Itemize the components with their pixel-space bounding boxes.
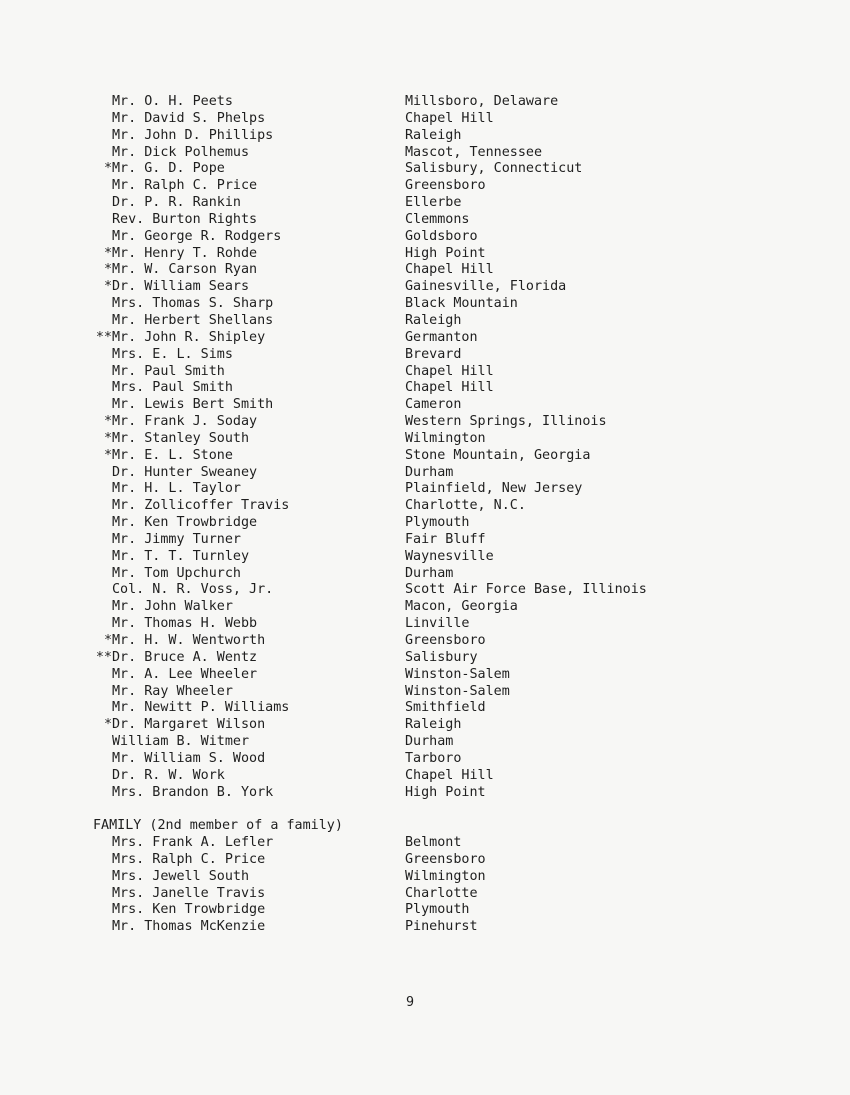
member-row (0, 178, 850, 195)
member-row (0, 465, 850, 482)
member-row (0, 94, 850, 111)
member-location: Black Mountain (405, 296, 518, 312)
member-location: Fair Bluff (405, 531, 486, 547)
member-name: Dr. William Sears (112, 279, 250, 295)
member-name: Mrs. Paul Smith (112, 380, 233, 396)
member-row (0, 751, 850, 768)
member-location: Chapel Hill (405, 363, 494, 379)
member-row (0, 262, 850, 279)
member-row (0, 498, 850, 515)
member-location: Western Springs, Illinois (405, 414, 607, 430)
member-row (0, 869, 850, 886)
member-row (0, 448, 850, 465)
member-row (0, 650, 850, 667)
member-name: Mr. Stanley South (112, 430, 250, 446)
member-name: Mrs. Janelle Travis (112, 885, 266, 901)
member-row (0, 616, 850, 633)
member-row (0, 128, 850, 145)
member-location: Scott Air Force Base, Illinois (405, 582, 647, 598)
member-name: Mr. H. L. Taylor (112, 481, 241, 497)
member-name: Mr. Dick Polhemus (112, 144, 250, 160)
member-location: Waynesville (405, 548, 494, 564)
member-row (0, 161, 850, 178)
member-name: Mr. Herbert Shellans (112, 312, 274, 328)
member-location: Plymouth (405, 515, 470, 531)
member-name: Mrs. Ralph C. Price (112, 851, 266, 867)
member-name: Mrs. Thomas S. Sharp (112, 296, 274, 312)
member-name: Mr. Frank J. Soday (112, 414, 258, 430)
member-location: Chapel Hill (405, 380, 494, 396)
member-row (0, 700, 850, 717)
member-location: Raleigh (405, 717, 462, 733)
member-name: William B. Witmer (112, 734, 250, 750)
member-name: Mrs. Brandon B. York (112, 784, 274, 800)
member-name: Mr. T. T. Turnley (112, 548, 250, 564)
membership-mark: ** (95, 329, 112, 345)
membership-mark: * (103, 633, 112, 648)
member-location: Macon, Georgia (405, 599, 518, 615)
page-number: 9 (405, 995, 415, 1010)
member-location: Goldsboro (405, 228, 478, 244)
member-name: Mr. E. L. Stone (112, 447, 233, 463)
member-location: Charlotte, N.C. (405, 498, 526, 514)
member-name: Mrs. Jewell South (112, 868, 250, 884)
member-location: Brevard (405, 346, 462, 362)
member-row (0, 532, 850, 549)
member-name: Dr. Margaret Wilson (112, 717, 266, 733)
member-name: Mr. Newitt P. Williams (112, 700, 290, 716)
member-name: Mr. Thomas McKenzie (112, 919, 266, 935)
member-location: Durham (405, 734, 454, 750)
member-row (0, 380, 850, 397)
member-row (0, 902, 850, 919)
member-name: Mr. William S. Wood (112, 750, 266, 766)
family-member-list (0, 835, 850, 936)
membership-mark: * (103, 245, 112, 261)
member-location: Pinehurst (405, 919, 478, 935)
member-name: Col. N. R. Voss, Jr. (112, 582, 274, 598)
member-name: Mr. George R. Rodgers (112, 228, 282, 244)
member-location: Greensboro (405, 633, 486, 648)
member-location: Smithfield (405, 700, 486, 716)
member-location: Durham (405, 464, 454, 480)
member-name: Mr. Thomas H. Webb (112, 616, 258, 632)
member-row (0, 919, 850, 936)
member-row (0, 364, 850, 381)
member-row (0, 684, 850, 701)
member-location: Salisbury, Connecticut (405, 161, 583, 177)
member-row (0, 145, 850, 162)
member-row (0, 717, 850, 734)
member-row (0, 667, 850, 684)
membership-mark: * (103, 430, 112, 446)
member-row (0, 330, 850, 347)
member-row (0, 734, 850, 751)
family-section-heading: FAMILY (2nd member of a family) (93, 818, 343, 833)
member-name: Mr. G. D. Pope (112, 161, 225, 177)
member-name: Mr. Ray Wheeler (112, 683, 233, 699)
member-name: Mr. Lewis Bert Smith (112, 397, 274, 413)
member-location: Charlotte (405, 885, 478, 901)
member-location: Winston-Salem (405, 666, 510, 682)
member-location: Wilmington (405, 430, 486, 446)
membership-mark: * (103, 447, 112, 463)
member-row (0, 229, 850, 246)
member-location: Greensboro (405, 851, 486, 867)
member-location: High Point (405, 784, 486, 800)
member-name: Mr. John R. Shipley (112, 329, 266, 345)
member-location: Gainesville, Florida (405, 279, 567, 295)
member-location: Durham (405, 565, 454, 581)
member-name: Dr. R. W. Work (112, 767, 225, 783)
member-name: Mr. Henry T. Rohde (112, 245, 258, 261)
member-name: Mrs. Ken Trowbridge (112, 902, 266, 918)
membership-mark: * (103, 414, 112, 430)
member-row (0, 582, 850, 599)
member-name: Mrs. E. L. Sims (112, 346, 233, 362)
member-location: Plymouth (405, 902, 470, 918)
member-location: Ellerbe (405, 195, 462, 211)
member-row (0, 212, 850, 229)
member-location: Chapel Hill (405, 262, 494, 278)
member-row (0, 785, 850, 802)
member-location: Salisbury (405, 649, 478, 665)
member-name: Mr. Zollicoffer Travis (112, 498, 290, 514)
member-row (0, 431, 850, 448)
member-row (0, 246, 850, 263)
member-location: Wilmington (405, 868, 486, 884)
membership-mark: * (103, 279, 112, 295)
member-location: Cameron (405, 397, 462, 413)
member-list (0, 94, 850, 801)
membership-mark: ** (95, 649, 112, 665)
member-name: Mr. Ralph C. Price (112, 178, 258, 194)
member-row (0, 414, 850, 431)
member-row (0, 886, 850, 903)
member-location: Greensboro (405, 178, 486, 194)
member-row (0, 279, 850, 296)
member-row (0, 549, 850, 566)
member-location: High Point (405, 245, 486, 261)
member-row (0, 296, 850, 313)
member-name: Mr. Paul Smith (112, 363, 225, 379)
membership-mark: * (103, 717, 112, 733)
member-location: Clemmons (405, 211, 470, 227)
member-name: Mr. Tom Upchurch (112, 565, 241, 581)
member-name: Mr. A. Lee Wheeler (112, 666, 258, 682)
member-location: Germanton (405, 329, 478, 345)
member-location: Raleigh (405, 312, 462, 328)
member-name: Mr. John Walker (112, 599, 233, 615)
member-row (0, 835, 850, 852)
member-location: Plainfield, New Jersey (405, 481, 583, 497)
member-location: Linville (405, 616, 470, 632)
member-row (0, 768, 850, 785)
member-name: Dr. Hunter Sweaney (112, 464, 258, 480)
member-row (0, 566, 850, 583)
member-location: Chapel Hill (405, 110, 494, 126)
member-name: Mrs. Frank A. Lefler (112, 835, 274, 850)
member-location: Mascot, Tennessee (405, 144, 543, 160)
member-location: Tarboro (405, 750, 462, 766)
member-row (0, 111, 850, 128)
membership-mark: * (103, 161, 112, 177)
member-row (0, 195, 850, 212)
member-location: Raleigh (405, 127, 462, 143)
member-name: Mr. W. Carson Ryan (112, 262, 258, 278)
member-location: Winston-Salem (405, 683, 510, 699)
member-name: Mr. David S. Phelps (112, 110, 266, 126)
member-name: Mr. Jimmy Turner (112, 531, 241, 547)
member-name: Mr. O. H. Peets (112, 94, 233, 109)
member-row (0, 599, 850, 616)
member-location: Belmont (405, 835, 462, 850)
member-row (0, 852, 850, 869)
membership-mark: * (103, 262, 112, 278)
member-name: Mr. John D. Phillips (112, 127, 274, 143)
member-name: Dr. Bruce A. Wentz (112, 649, 258, 665)
member-location: Millsboro, Delaware (405, 94, 559, 109)
member-row (0, 347, 850, 364)
member-row (0, 481, 850, 498)
member-location: Chapel Hill (405, 767, 494, 783)
member-name: Mr. Ken Trowbridge (112, 515, 258, 531)
member-name: Rev. Burton Rights (112, 211, 258, 227)
member-location: Stone Mountain, Georgia (405, 447, 591, 463)
member-name: Mr. H. W. Wentworth (112, 633, 266, 648)
member-row (0, 633, 850, 650)
member-name: Dr. P. R. Rankin (112, 195, 241, 211)
member-row (0, 313, 850, 330)
member-row (0, 397, 850, 414)
member-row (0, 515, 850, 532)
